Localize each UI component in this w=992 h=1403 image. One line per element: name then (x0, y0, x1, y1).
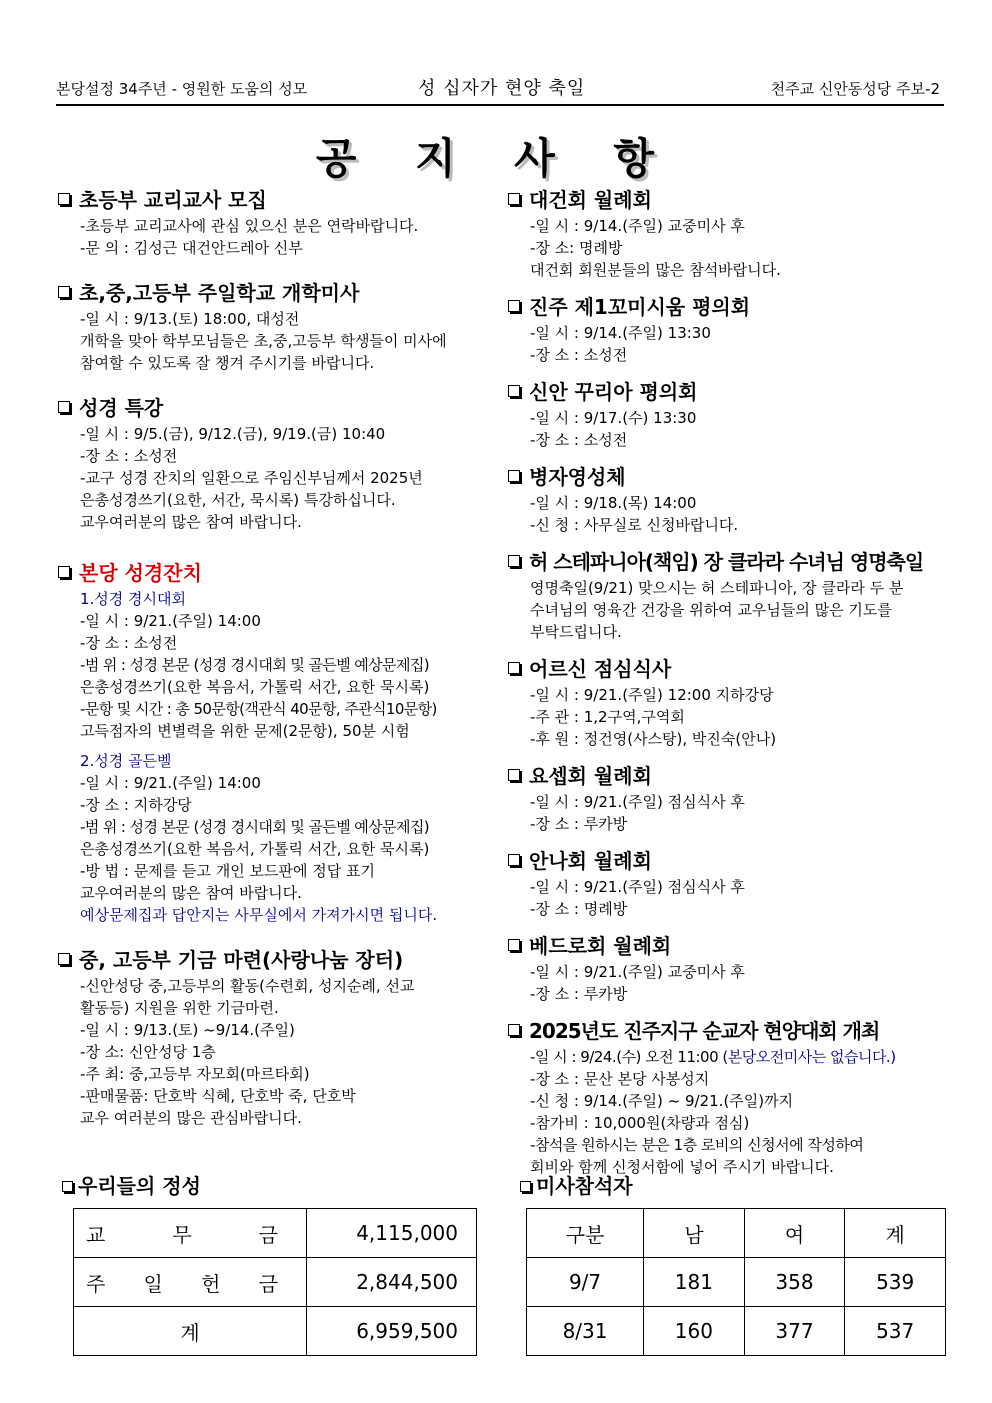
section-note: 예상문제집과 답안지는 사무실에서 가져가시면 됩니다. (80, 906, 438, 924)
section-line: -일 시 : 9/13.(토) 18:00, 대성전 (80, 310, 300, 328)
section-line: -문 의 : 김성근 대건안드레아 신부 (80, 239, 303, 257)
section-line: -후 원 : 정건영(사스탕), 박진숙(안나) (530, 730, 777, 748)
table-cell: 9/7 (527, 1258, 644, 1307)
section-line: 부탁드립니다. (530, 623, 622, 641)
table-row (527, 1307, 946, 1356)
notice-section (58, 394, 490, 533)
column-header: 남 (644, 1209, 745, 1258)
checkbox-bullet-icon (58, 953, 70, 965)
section-line: -장 소 : 소성전 (530, 346, 628, 364)
notice-section (508, 762, 948, 835)
checkbox-bullet-icon (508, 555, 520, 567)
checkbox-bullet-icon (520, 1181, 531, 1192)
section-line: 교우여러분의 많은 참여 바랍니다. (80, 513, 302, 531)
checkbox-bullet-icon (508, 854, 520, 866)
table-cell-label: 주 일 헌 금 (74, 1258, 307, 1307)
checkbox-bullet-icon (62, 1181, 73, 1192)
section-line: -주 관 : 1,2구역,구역회 (530, 708, 685, 726)
notice-section (508, 186, 948, 281)
section-line: -장 소 : 루카방 (530, 815, 628, 833)
notice-section (58, 279, 490, 374)
section-line: -신 청 : 사무실로 신청바랍니다. (530, 516, 739, 534)
table-cell: 181 (644, 1258, 745, 1307)
section-line: -장 소 : 소성전 (530, 431, 628, 449)
section-line: -초등부 교리교사에 관심 있으신 분은 연락바랍니다. (80, 217, 419, 235)
table-header-row (527, 1209, 946, 1258)
section-heading: 안나회 월례회 (529, 849, 652, 873)
table-cell: 537 (845, 1307, 946, 1356)
section-line: -장 소 : 문산 본당 사봉성지 (530, 1070, 710, 1088)
section-note: (본당오전미사는 없습니다.) (722, 1048, 896, 1066)
notice-section (58, 186, 490, 259)
table-row (527, 1258, 946, 1307)
notice-section (508, 463, 948, 536)
section-heading: 중, 고등부 기금 마련(사랑나눔 장터) (79, 948, 404, 972)
table-cell-value: 4,115,000 (307, 1209, 477, 1258)
subsection-heading: 2.성경 골든벨 (80, 752, 172, 770)
attendance-table (526, 1208, 946, 1356)
section-line: -일 시 : 9/17.(수) 13:30 (530, 409, 697, 427)
section-heading: 진주 제1꼬미시움 평의회 (529, 295, 751, 319)
checkbox-bullet-icon (58, 401, 70, 413)
checkbox-bullet-icon (58, 566, 70, 578)
section-line: -장 소 : 소성전 (80, 634, 178, 652)
checkbox-bullet-icon (508, 470, 520, 482)
table-cell-label: 교 무 금 (74, 1209, 307, 1258)
header-center-text: 성 십자가 현양 축일 (418, 78, 586, 99)
notice-section (508, 378, 948, 451)
section-line: -장 소 : 지하강당 (80, 796, 192, 814)
section-heading: 초,중,고등부 주일학교 개학미사 (79, 281, 360, 305)
section-heading: 본당 성경잔치 (79, 561, 202, 585)
offering-heading: 우리들의 정성 (62, 1170, 201, 1199)
checkbox-bullet-icon (508, 769, 520, 781)
section-line: -장 소 : 소성전 (80, 447, 178, 465)
right-column (508, 186, 948, 1190)
section-heading: 요셉회 월례회 (529, 764, 652, 788)
column-header: 구분 (527, 1209, 644, 1258)
notice-section (58, 946, 490, 1129)
notice-section (508, 655, 948, 750)
table-cell: 8/31 (527, 1307, 644, 1356)
checkbox-bullet-icon (58, 286, 70, 298)
offering-table (73, 1208, 477, 1356)
section-heading: 초등부 교리교사 모집 (79, 188, 267, 212)
checkbox-bullet-icon (508, 1024, 520, 1036)
column-header: 계 (845, 1209, 946, 1258)
section-line: -범 위 : 성경 본문 (성경 경시대회 및 골든벨 예상문제집) (80, 656, 429, 674)
section-line: -일 시 : 9/21.(주일) 12:00 지하강당 (530, 686, 774, 704)
section-heading: 어르신 점심식사 (529, 657, 672, 681)
column-header: 여 (744, 1209, 845, 1258)
table-cell-value: 6,959,500 (307, 1307, 477, 1356)
section-line: 개학을 맞아 학부모님들은 초,중,고등부 학생들이 미사에 (80, 332, 447, 350)
section-line: -판매물품: 단호박 식혜, 단호박 죽, 단호박 (80, 1087, 356, 1105)
section-line: -일 시 : 9/21.(주일) 14:00 (80, 612, 261, 630)
section-line: -일 시 : 9/18.(목) 14:00 (530, 494, 697, 512)
section-line: -일 시 : 9/13.(토) ~9/14.(주일) (80, 1021, 295, 1039)
notice-section (508, 932, 948, 1005)
section-line: -일 시 : 9/21.(주일) 점심식사 후 (530, 878, 745, 896)
table-cell: 358 (744, 1258, 845, 1307)
section-line: -신 청 : 9/14.(주일) ~ 9/21.(주일)까지 (530, 1092, 794, 1110)
attendance-heading: 미사참석자 (520, 1170, 633, 1199)
notice-section (508, 293, 948, 366)
section-line: 회비와 함께 신청서함에 넣어 주시기 바랍니다. (530, 1158, 834, 1176)
table-row (74, 1307, 477, 1356)
section-line: -장 소: 신안성당 1층 (80, 1043, 216, 1061)
table-cell: 160 (644, 1307, 745, 1356)
section-heading: 성경 특강 (79, 396, 164, 420)
section-line: -문항 및 시간 : 총 50문항(객관식 40문항, 주관식10문항) (80, 700, 437, 718)
notice-section (508, 548, 948, 643)
section-line: -일 시 : 9/14.(주일) 13:30 (530, 324, 711, 342)
checkbox-bullet-icon (508, 193, 520, 205)
section-line: -장 소 : 루카방 (530, 985, 628, 1003)
notice-section (58, 559, 490, 926)
section-line: -장 소 : 명례방 (530, 900, 628, 918)
notice-section (508, 1017, 948, 1178)
table-cell: 377 (744, 1307, 845, 1356)
section-line: -교구 성경 잔치의 일환으로 주임신부님께서 2025년 (80, 469, 423, 487)
section-line: -일 시 : 9/14.(주일) 교중미사 후 (530, 217, 745, 235)
section-line: 교우 여러분의 많은 관심바랍니다. (80, 1109, 302, 1127)
section-line: -범 위 : 성경 본문 (성경 경시대회 및 골든벨 예상문제집) (80, 818, 429, 836)
section-line: -주 최: 중,고등부 자모회(마르타회) (80, 1065, 310, 1083)
section-line: 교우여러분의 많은 참여 바랍니다. (80, 884, 302, 902)
section-line: -일 시 : 9/24.(수) 오전 11:00 (530, 1048, 723, 1066)
section-line: -참가비 : 10,000원(차량과 점심) (530, 1114, 750, 1132)
header-left-text: 본당설정 34주년 - 영원한 도움의 성모 (56, 80, 308, 98)
notice-section (508, 847, 948, 920)
checkbox-bullet-icon (508, 662, 520, 674)
section-line: 활동등) 지원을 위한 기금마련. (80, 999, 279, 1017)
section-line: 은총성경쓰기(요한, 서간, 묵시록) 특강하십니다. (80, 491, 396, 509)
section-heading: 허 스테파니아(책임) 장 클라라 수녀님 영명축일 (529, 550, 924, 574)
section-line: 대건회 회원분들의 많은 참석바랍니다. (530, 261, 781, 279)
table-row (74, 1209, 477, 1258)
section-line: -장 소: 명례방 (530, 239, 623, 257)
section-line: -신안성당 중,고등부의 활동(수련회, 성지순례, 선교 (80, 977, 415, 995)
subsection-heading: 1.성경 경시대회 (80, 590, 187, 608)
section-line: -일 시 : 9/5.(금), 9/12.(금), 9/19.(금) 10:40 (80, 425, 386, 443)
section-line: -일 시 : 9/21.(주일) 점심식사 후 (530, 793, 745, 811)
section-line: -일 시 : 9/21.(주일) 14:00 (80, 774, 261, 792)
table-cell-value: 2,844,500 (307, 1258, 477, 1307)
page-title: 공 지 사 항 (315, 134, 677, 183)
section-line: 참여할 수 있도록 잘 챙겨 주시기를 바랍니다. (80, 354, 375, 372)
table-cell: 539 (845, 1258, 946, 1307)
page-header (56, 72, 944, 106)
checkbox-bullet-icon (508, 300, 520, 312)
checkbox-bullet-icon (58, 193, 70, 205)
left-column (58, 186, 490, 1141)
section-heading: 베드로회 월례회 (529, 934, 672, 958)
section-line: 수녀님의 영육간 건강을 위하여 교우님들의 많은 기도를 (530, 601, 892, 619)
section-line: 은총성경쓰기(요한 복음서, 가톨릭 서간, 요한 묵시록) (80, 840, 430, 858)
table-row (74, 1258, 477, 1307)
section-heading: 신안 꾸리아 평의회 (529, 380, 698, 404)
checkbox-bullet-icon (508, 939, 520, 951)
section-line: -참석을 원하시는 분은 1층 로비의 신청서에 작성하여 (530, 1136, 864, 1154)
section-line: 영명축일(9/21) 맞으시는 허 스테파니아, 장 클라라 두 분 (530, 579, 904, 597)
section-line: 은총성경쓰기(요한 복음서, 가톨릭 서간, 요한 묵시록) (80, 678, 430, 696)
section-line: -방 법 : 문제를 듣고 개인 보드판에 정답 표기 (80, 862, 375, 880)
section-heading: 병자영성체 (529, 465, 626, 489)
section-line: -일 시 : 9/21.(주일) 교중미사 후 (530, 963, 745, 981)
section-line: 고득점자의 변별력을 위한 문제(2문항), 50분 시험 (80, 722, 410, 740)
section-heading: 대건회 월례회 (529, 188, 652, 212)
checkbox-bullet-icon (508, 385, 520, 397)
header-right-text: 천주교 신안동성당 주보-2 (770, 80, 940, 98)
table-cell-label: 계 (74, 1307, 307, 1356)
section-heading: 2025년도 진주지구 순교자 현양대회 개최 (529, 1019, 880, 1043)
